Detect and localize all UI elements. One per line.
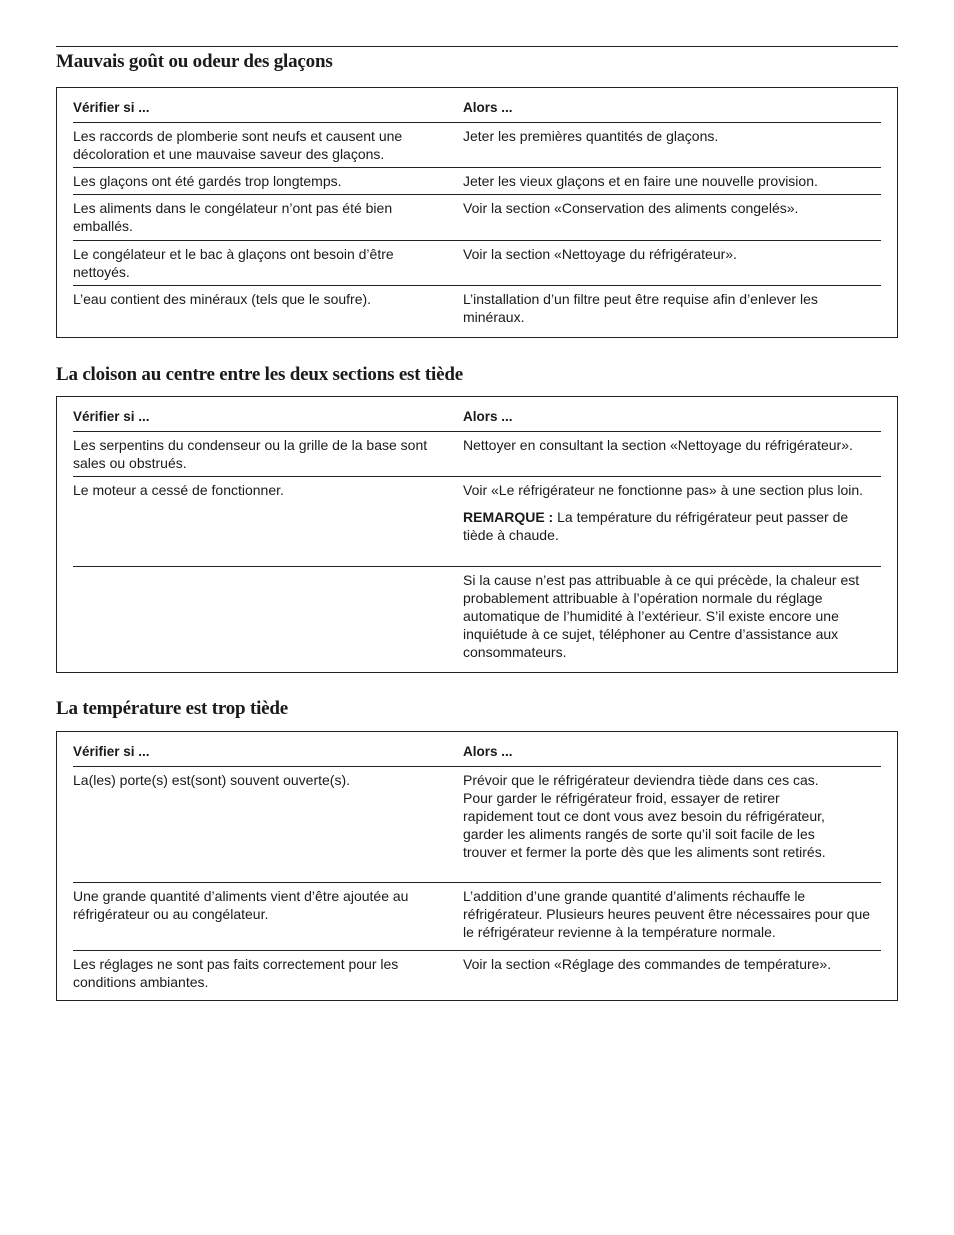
note-paragraph: [463, 508, 881, 544]
check-cell: Le congélateur et le bac à glaçons ont besoin d’être nettoyés.: [73, 246, 394, 280]
check-cell: L’eau contient des minéraux (tels que le soufre).: [73, 291, 372, 307]
check-cell: Une grande quantité d’aliments vient d’être ajoutée au réfrigérateur ou au congélateur.: [73, 888, 409, 922]
table-row: [73, 123, 881, 168]
section-title: La température est trop tiède: [56, 698, 288, 719]
check-cell: Le moteur a cessé de fonctionner.: [73, 482, 284, 498]
then-cell: Jeter les premières quantités de glaçons.: [463, 128, 719, 144]
table-row: [73, 241, 881, 286]
then-cell: Prévoir que le réfrigérateur deviendra tiède dans ces cas. Pour garder le réfrigérateur froid, essayer de retirer rapidement tout ce dont vous avez besoin du réfrigérateur, garder les aliments rangés de sorte qu’il soit facile de les trouver et fermer la porte dès que les aliments sont retirés.: [463, 772, 826, 860]
table-row: [73, 168, 881, 195]
check-cell: Les raccords de plomberie sont neufs et causent une décoloration et une mauvaise saveur des glaçons.: [73, 128, 403, 162]
table-row: [73, 195, 881, 241]
troubleshoot-table: [56, 87, 898, 338]
then-cell: Voir la section «Conservation des aliments congelés».: [463, 200, 799, 216]
troubleshoot-table: [56, 396, 898, 673]
section-title: La cloison au centre entre les deux sections est tiède: [56, 364, 463, 385]
table-row: [73, 567, 881, 667]
header-then: Alors ...: [463, 744, 513, 759]
header-check: Vérifier si ...: [73, 100, 150, 115]
top-rule: [56, 46, 898, 47]
header-then: Alors ...: [463, 100, 513, 115]
troubleshoot-table: [56, 731, 898, 1001]
then-cell: L’installation d’un filtre peut être requise afin d’enlever les minéraux.: [463, 291, 818, 325]
table-header: [73, 742, 881, 767]
note-text: La température du réfrigérateur peut passer de tiède à chaude.: [463, 509, 849, 543]
then-cell: Si la cause n’est pas attribuable à ce qui précède, la chaleur est probablement attribuable à l’opération normale du réglage automatique de l’humidité à l’extérieur. S’il existe encore une inquiétude à ce sujet, téléphoner au Centre d’assistance aux consommateurs.: [463, 572, 860, 660]
check-cell: La(les) porte(s) est(sont) souvent ouverte(s).: [73, 772, 350, 788]
header-check: Vérifier si ...: [73, 409, 150, 424]
check-cell: Les glaçons ont été gardés trop longtemps.: [73, 173, 342, 189]
table-header: [73, 407, 881, 432]
check-cell: Les aliments dans le congélateur n’ont pas été bien emballés.: [73, 200, 393, 234]
then-cell: L’addition d’une grande quantité d’aliments réchauffe le réfrigérateur. Plusieurs heures peuvent être nécessaires pour que le réfrigérateur revienne à la température normale.: [463, 888, 871, 940]
then-cell: Jeter les vieux glaçons et en faire une nouvelle provision.: [463, 173, 818, 189]
then-text: Voir «Le réfrigérateur ne fonctionne pas» à une section plus loin.: [463, 482, 864, 498]
table-row: [73, 477, 881, 567]
section-ice-taste: [56, 50, 898, 325]
table-row: [73, 767, 881, 883]
check-cell: Les réglages ne sont pas faits correctement pour les conditions ambiantes.: [73, 956, 399, 990]
table-header: [73, 98, 881, 123]
section-temperature-too-warm: [56, 697, 898, 990]
header-then: Alors ...: [463, 409, 513, 424]
note-label: REMARQUE :: [463, 509, 554, 525]
table-row: [73, 286, 881, 332]
section-center-divider-warm: [56, 363, 898, 660]
then-cell: Nettoyer en consultant la section «Nettoyage du réfrigérateur».: [463, 437, 853, 453]
table-row: [73, 432, 881, 477]
section-title: Mauvais goût ou odeur des glaçons: [56, 51, 333, 72]
then-cell: [463, 477, 881, 566]
then-cell: Voir la section «Nettoyage du réfrigérateur».: [463, 246, 737, 262]
header-check: Vérifier si ...: [73, 744, 150, 759]
check-cell: [73, 567, 463, 667]
check-cell: Les serpentins du condenseur ou la grille de la base sont sales ou obstrués.: [73, 437, 428, 471]
table-row: [73, 951, 881, 997]
table-row: [73, 883, 881, 951]
then-cell: Voir la section «Réglage des commandes de température».: [463, 956, 832, 972]
